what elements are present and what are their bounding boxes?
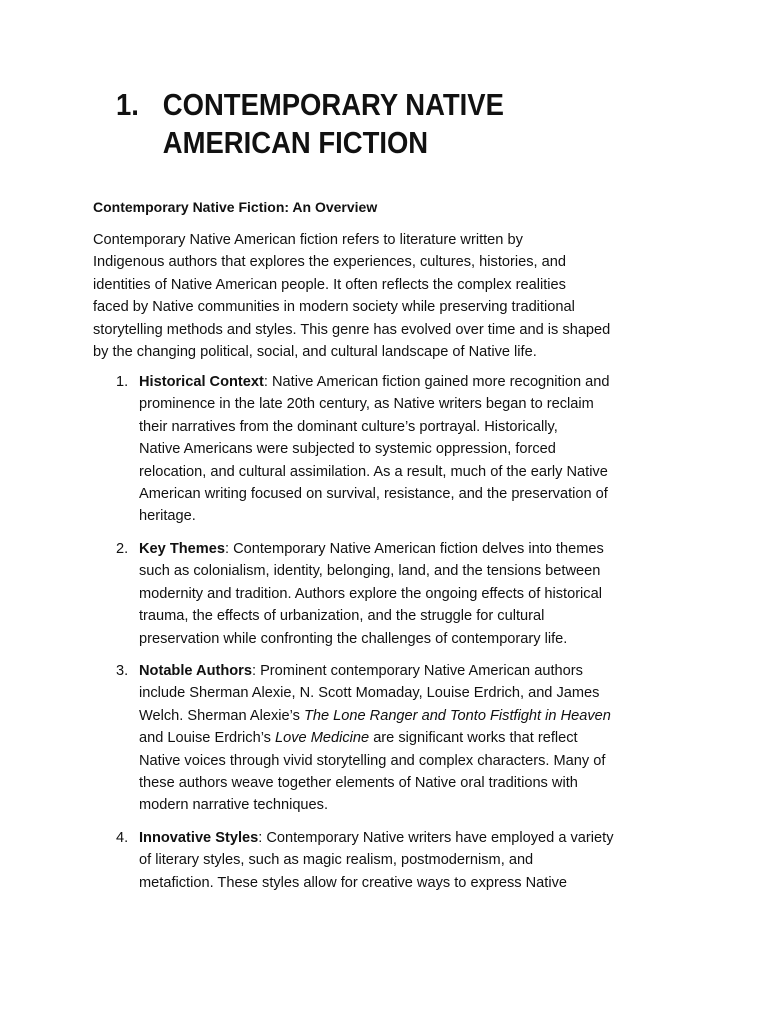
book-title: The Lone Ranger and Tonto Fistfight in Heaven [303, 707, 611, 724]
list-item-first-line [139, 538, 693, 560]
list-item-text: Welch. Sherman Alexie’s [139, 707, 304, 724]
list-item-innovative-styles [93, 827, 693, 894]
list-item-text: : Contemporary Native American fiction delves into themes [224, 541, 604, 557]
list-item-first-line [139, 827, 693, 849]
list-item-text: : Prominent contemporary Native American authors [251, 663, 583, 679]
paragraph-line: Indigenous authors that explores the experiences, cultures, histories, and [93, 254, 566, 271]
list-item-line: relocation, and cultural assimilation. As a result, much of the early Native [139, 463, 608, 480]
list-item-line: trauma, the effects of urbanization, and the struggle for cultural [139, 608, 545, 625]
list-item-line: include Sherman Alexie, N. Scott Momaday, Louise Erdrich, and James [139, 685, 600, 702]
book-title: Love Medicine [275, 730, 370, 747]
paragraph-line: storytelling methods and styles. This genre has evolved over time and is shaped [93, 321, 611, 338]
list-item-line: American writing focused on survival, resistance, and the preservation of [139, 486, 608, 503]
list-item-text: and Louise Erdrich’s [139, 730, 276, 747]
list-item-line: prominence in the late 20th century, as Native writers began to reclaim [139, 396, 594, 413]
list-item-text: : Contemporary Native writers have employed a variety [258, 830, 614, 846]
paragraph-line: faced by Native communities in modern society while preserving traditional [93, 299, 575, 316]
list-item-line: their narratives from the dominant culture’s portrayal. Historically, [139, 418, 558, 435]
list-item-text: : Native American fiction gained more recognition and [263, 374, 610, 390]
list-item-historical-context [93, 371, 693, 528]
list-item-line: metafiction. These styles allow for creative ways to express Native [139, 874, 567, 891]
list-item-line: Native voices through vivid storytelling and complex characters. Many of [139, 752, 606, 769]
list-item-line: these authors weave together elements of Native oral traditions with [139, 775, 578, 792]
list-item-line [139, 705, 693, 727]
numbered-list [93, 660, 693, 817]
list-item-line: of literary styles, such as magic realism, postmodernism, and [139, 852, 534, 869]
list-item-first-line [139, 660, 693, 682]
list-item-term: Notable Authors [139, 663, 252, 679]
chapter-title-line: AMERICAN FICTION [162, 126, 429, 160]
list-item-line [139, 727, 693, 749]
list-item-term: Innovative Styles [139, 830, 259, 846]
list-item-term: Historical Context [139, 374, 264, 390]
list-number: 4. [116, 830, 129, 846]
list-item-key-themes [93, 538, 693, 650]
list-item-term: Key Themes [139, 541, 225, 557]
paragraph-line: by the changing political, social, and cultural landscape of Native life. [93, 344, 537, 361]
section-heading: Contemporary Native Fiction: An Overview [93, 199, 378, 215]
chapter-title [163, 86, 504, 162]
list-item-first-line [139, 371, 693, 393]
chapter-number: 1. [116, 88, 139, 122]
list-item-line: heritage. [139, 508, 196, 525]
list-item-line: preservation while confronting the challenges of contemporary life. [139, 630, 568, 647]
list-number: 1. [116, 374, 129, 390]
list-item-line: modernity and tradition. Authors explore the ongoing effects of historical [139, 585, 602, 602]
paragraph-line: identities of Native American people. It often reflects the complex realities [93, 276, 566, 293]
intro-paragraph [93, 229, 683, 363]
chapter-heading [116, 86, 620, 162]
list-number: 3. [116, 663, 129, 679]
numbered-list [93, 827, 693, 894]
list-item-notable-authors [93, 660, 693, 817]
numbered-list [93, 371, 693, 528]
list-item-line: modern narrative techniques. [139, 797, 329, 814]
chapter-title-line: CONTEMPORARY NATIVE [162, 88, 504, 122]
list-number: 2. [116, 541, 129, 557]
numbered-list [93, 538, 693, 650]
list-item-line: Native Americans were subjected to systemic oppression, forced [139, 441, 556, 458]
paragraph-line: Contemporary Native American fiction refers to literature written by [93, 232, 523, 248]
list-item-line: such as colonialism, identity, belonging, land, and the tensions between [139, 563, 601, 580]
list-item-text: are significant works that reflect [369, 730, 578, 747]
